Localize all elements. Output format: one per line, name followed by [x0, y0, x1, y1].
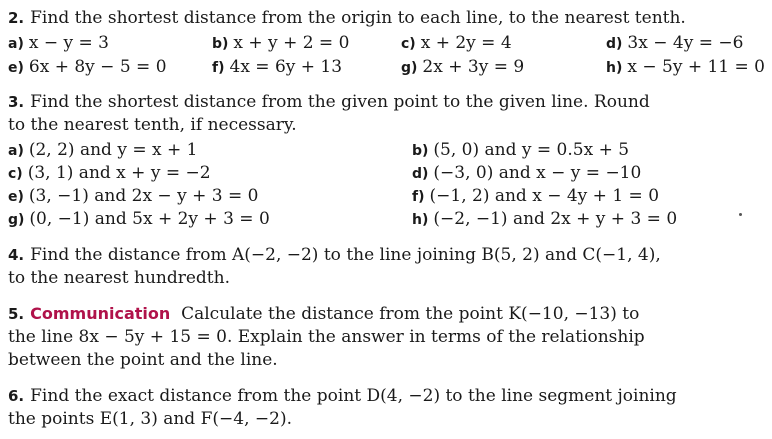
item-3g [8, 209, 270, 230]
item-3h [412, 209, 677, 230]
item-text: (5, 0) and y = 0.5x + 5 [433, 140, 630, 160]
scan-speck [739, 213, 742, 216]
item-3c [8, 163, 211, 184]
item-text: (2, 2) and y = x + 1 [28, 140, 198, 160]
question-3-row-4 [0, 209, 772, 229]
item-2h [606, 57, 765, 78]
item-equation: x + 2y = 4 [420, 33, 512, 53]
item-2b [212, 33, 349, 54]
item-3b [412, 140, 629, 161]
item-3a [8, 140, 197, 161]
question-5-continued-2 [8, 350, 278, 370]
question-2-row-2 [0, 57, 772, 77]
item-equation: 4x = 6y + 13 [229, 57, 343, 77]
item-label: g) [8, 212, 25, 228]
question-text: Find the shortest distance from the given point to the given line. Round [30, 92, 650, 112]
item-text: (−2, −1) and 2x + y + 3 = 0 [433, 209, 678, 229]
question-number: 6. [8, 387, 25, 405]
question-3-continued [8, 115, 297, 135]
question-text: Find the distance from A(−2, −2) to the line joining B(5, 2) and C(−1, 4), [30, 245, 661, 265]
question-2 [8, 8, 686, 28]
item-equation: x + y + 2 = 0 [233, 33, 350, 53]
item-label: d) [412, 166, 429, 182]
item-label: a) [8, 143, 24, 159]
item-2d [606, 33, 743, 54]
question-text: Find the shortest distance from the origin to each line, to the nearest tenth. [30, 8, 686, 28]
item-label: e) [8, 60, 24, 76]
question-number: 5. [8, 305, 25, 323]
question-text: the points E(1, 3) and F(−4, −2). [8, 409, 292, 429]
question-text: the line 8x − 5y + 15 = 0. Explain the answer in terms of the relationship [8, 327, 645, 347]
question-number: 3. [8, 93, 25, 111]
question-text: Find the exact distance from the point D(4, −2) to the line segment joining [30, 386, 677, 406]
item-label: c) [401, 36, 416, 52]
question-3 [8, 92, 650, 112]
item-label: c) [8, 166, 23, 182]
item-3f [412, 186, 659, 207]
question-5 [8, 304, 639, 324]
item-label: a) [8, 36, 24, 52]
item-equation: 2x + 3y = 9 [422, 57, 525, 77]
question-number: 4. [8, 246, 25, 264]
item-2a [8, 33, 109, 54]
question-2-row-1 [0, 33, 772, 53]
item-equation: x − 5y + 11 = 0 [627, 57, 765, 77]
item-2c [401, 33, 512, 54]
item-equation: x − y = 3 [28, 33, 109, 53]
question-4-continued [8, 268, 230, 288]
item-label: f) [412, 189, 425, 205]
question-text: Calculate the distance from the point K(−10, −13) to [181, 304, 640, 324]
item-text: (3, 1) and x + y = −2 [27, 163, 211, 183]
item-equation: 6x + 8y − 5 = 0 [28, 57, 167, 77]
item-label: e) [8, 189, 24, 205]
item-text: (−3, 0) and x − y = −10 [433, 163, 642, 183]
question-6-continued [8, 409, 292, 429]
question-text: to the nearest hundredth. [8, 268, 230, 288]
question-text: to the nearest tenth, if necessary. [8, 115, 297, 135]
item-equation: 3x − 4y = −6 [627, 33, 744, 53]
item-3e [8, 186, 258, 207]
item-label: b) [212, 36, 229, 52]
question-text: between the point and the line. [8, 350, 278, 370]
item-label: b) [412, 143, 429, 159]
item-text: (3, −1) and 2x − y + 3 = 0 [28, 186, 259, 206]
item-text: (0, −1) and 5x + 2y + 3 = 0 [29, 209, 270, 229]
item-3d [412, 163, 641, 184]
item-label: h) [606, 60, 623, 76]
question-3-row-2 [0, 163, 772, 183]
question-5-continued-1 [8, 327, 645, 347]
item-label: d) [606, 36, 623, 52]
item-label: g) [401, 60, 418, 76]
item-label: f) [212, 60, 225, 76]
item-2g [401, 57, 524, 78]
item-2e [8, 57, 167, 78]
question-3-row-1 [0, 140, 772, 160]
question-4 [8, 245, 661, 265]
item-label: h) [412, 212, 429, 228]
question-3-row-3 [0, 186, 772, 206]
item-2f [212, 57, 342, 78]
question-6 [8, 386, 677, 406]
question-number: 2. [8, 9, 25, 27]
item-text: (−1, 2) and x − 4y + 1 = 0 [429, 186, 660, 206]
communication-keyword: Communication [30, 304, 171, 323]
